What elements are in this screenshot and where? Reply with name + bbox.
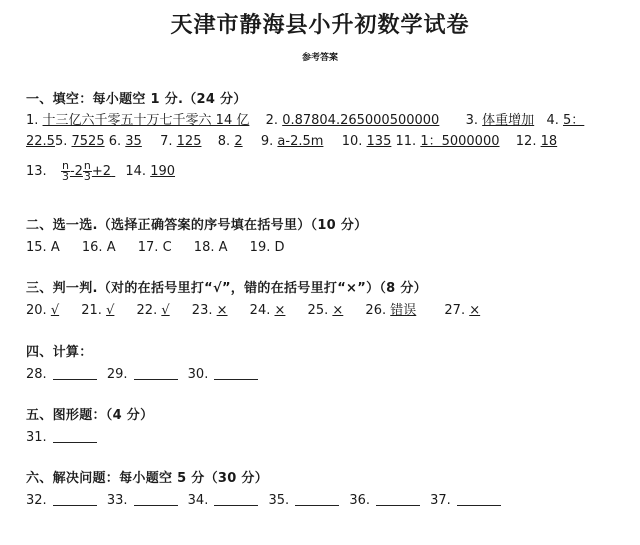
q-number: 2. (265, 113, 279, 128)
answer-blank (53, 493, 97, 506)
answer-blank (295, 493, 339, 506)
section-1-heading: 一、填空：每小题空 1 分.（24 分） (26, 92, 247, 107)
answer: 18 (540, 134, 558, 149)
answer: 体重增加 (482, 113, 535, 128)
answer: 5： (563, 113, 585, 128)
section-5-heading: 五、图形题：（4 分） (26, 408, 154, 423)
q-number: 12. (515, 134, 537, 149)
answer-blank (376, 493, 420, 506)
q-number: 8. (217, 134, 231, 149)
section-2-answers: 15. A 16. A 17. C 18. A 19. D (26, 240, 285, 255)
answer: 1：5000000 (420, 134, 500, 149)
section-1-line-1 (26, 113, 584, 129)
answer: 2 (234, 134, 243, 149)
answer-blank (457, 493, 501, 506)
answer-blank (53, 367, 97, 380)
section-4-heading: 四、计算： (26, 345, 93, 360)
answer-blank (53, 430, 97, 443)
q-number: 1. (26, 113, 39, 128)
answer: 7525 (71, 134, 105, 149)
answer-blank (134, 493, 178, 506)
fraction: $\frac{n}{3}$ (83, 159, 91, 183)
q-number: 14. (125, 164, 147, 179)
answer-blank (134, 367, 178, 380)
q-number: 6. (108, 134, 122, 149)
section-5-answers: 31. (26, 430, 103, 446)
q-number: 5. (54, 134, 68, 149)
fraction: $\frac{n}{3}$ (61, 159, 69, 183)
section-3-answers: 20. √ 21. √ 22. √ 23. × 24. × 25. × 26. 错误 27. × (26, 303, 481, 318)
q-number: 10. (341, 134, 363, 149)
answer-blank (214, 367, 258, 380)
page-subtitle: 参考答案 (301, 53, 338, 63)
q-number: 7. (160, 134, 173, 149)
section-2-heading: 二、选一选.（选择正确答案的序号填在括号里）（10 分） (26, 218, 368, 233)
q-number: 11. (395, 134, 417, 149)
page-title: 天津市静海县小升初数学试卷 (170, 13, 470, 38)
answer: 35 (125, 134, 142, 149)
answer: 135 (366, 134, 392, 149)
answer: 125 (176, 134, 202, 149)
section-6-heading: 六、解决问题：每小题空 5 分（30 分） (26, 471, 269, 486)
answer: 0.87804.265000500000 (282, 113, 440, 128)
q-number: 3. (465, 113, 479, 128)
section-1-line-2 (26, 134, 557, 150)
section-1-line-3 (26, 161, 175, 183)
answer-expression: $\frac{n}{3}$ -2 $\frac{n}{3}$ +2 (61, 159, 112, 183)
section-4-answers: 28. 29. 30. (26, 367, 264, 383)
answer-blank (214, 493, 258, 506)
q-number: 4. (546, 113, 559, 128)
section-6-answers: 32. 33. 34. 35. 36. 37. (26, 493, 507, 509)
section-3-heading: 三、判一判.（对的在括号里打“√”，错的在括号里打“×”）（8 分） (26, 281, 427, 296)
answer: 22.5 (26, 134, 55, 149)
answer: 十三亿六千零五十万七千零六 14 亿 (42, 113, 250, 128)
answer: a-2.5m (277, 134, 324, 149)
answer: 190 (150, 164, 176, 179)
q-number: 9. (260, 134, 274, 149)
q-number: 13. (26, 164, 47, 179)
